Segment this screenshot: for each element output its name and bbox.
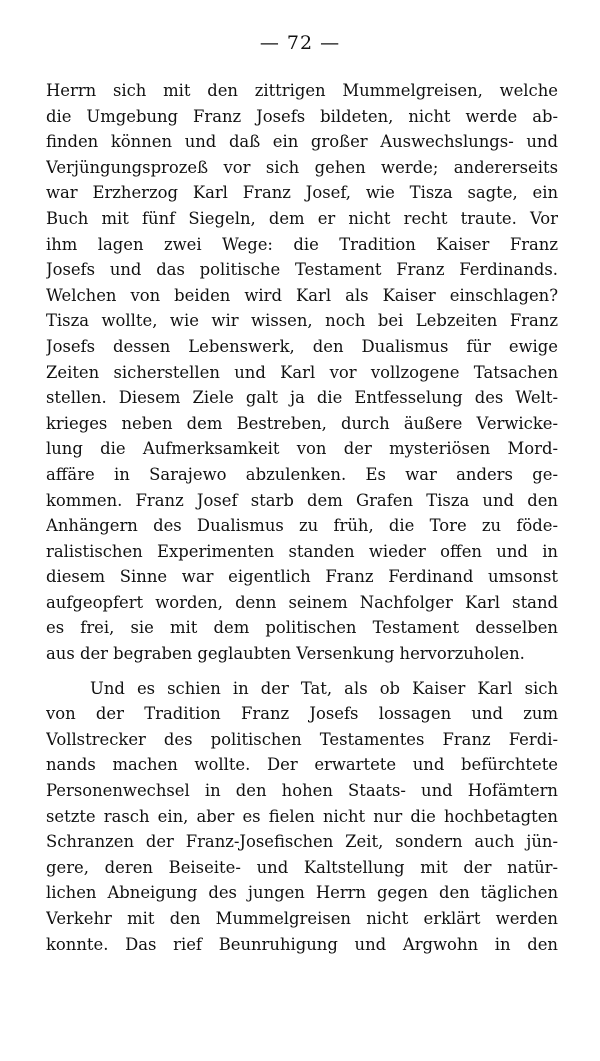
paragraph-1	[46, 78, 558, 667]
text-line: Verjüngungsprozeß vor sich gehen werde; andererseits	[46, 157, 558, 177]
text-line: von der Tradition Franz Josefs lossagen und zum	[46, 704, 558, 724]
text-line: war Erzherzog Karl Franz Josef, wie Tisza sagte, ein	[46, 183, 558, 203]
text-line: Herrn sich mit den zittrigen Mummelgreisen, welche	[46, 81, 558, 100]
text-line: Personenwechsel in den hohen Staats- und Hofämtern	[46, 781, 558, 801]
text-line: Vollstrecker des politischen Testamentes Franz Ferdi-	[46, 729, 558, 749]
text-line: stellen. Diesem Ziele galt ja die Entfesselung des Welt-	[46, 388, 558, 408]
text-line: aus der begraben geglaubten Versenkung hervorzuholen.	[46, 644, 525, 664]
text-line: aufgeopfert worden, denn seinem Nachfolger Karl stand	[46, 592, 558, 612]
page-number: — 72 —	[259, 32, 341, 54]
text-line: finden können und daß ein großer Auswechslungs- und	[46, 132, 558, 152]
paragraph-gap	[46, 667, 558, 676]
text-line: Anhängern des Dualismus zu früh, die Tore zu föde-	[46, 516, 558, 536]
text-line: setzte rasch ein, aber es fielen nicht nur die hochbetagten	[46, 806, 558, 826]
text-line: Welchen von beiden wird Karl als Kaiser einschlagen?	[46, 285, 558, 305]
text-line: Schranzen der Franz-Josefischen Zeit, sondern auch jün-	[46, 832, 558, 852]
text-line: ralistischen Experimenten standen wieder offen und in	[46, 541, 558, 561]
text-line: konnte. Das rief Beunruhigung und Argwohn in den	[46, 934, 558, 954]
text-line: Josefs und das politische Testament Franz Ferdinands.	[46, 260, 558, 280]
text-line: Und es schien in der Tat, als ob Kaiser Karl sich	[90, 678, 558, 698]
text-line: lichen Abneigung des jungen Herrn gegen den täglichen	[46, 883, 558, 903]
text-line: affäre in Sarajewo abzulenken. Es war anders ge-	[46, 464, 558, 484]
paragraph-2	[46, 676, 558, 958]
text-line: krieges neben dem Bestreben, durch äußere Verwicke-	[46, 413, 558, 433]
text-line: Tisza wollte, wie wir wissen, noch bei Lebzeiten Franz	[46, 311, 558, 331]
text-line: Buch mit fünf Siegeln, dem er nicht recht traute. Vor	[46, 208, 558, 228]
text-line: die Umgebung Franz Josefs bildeten, nicht werde ab-	[46, 106, 558, 126]
text-line: es frei, sie mit dem politischen Testament desselben	[46, 618, 558, 638]
text-line: lung die Aufmerksamkeit von der mysteriösen Mord-	[46, 439, 558, 459]
text-line: Josefs dessen Lebenswerk, den Dualismus für ewige	[46, 336, 558, 356]
body-text	[46, 78, 558, 957]
text-line: Verkehr mit den Mummelgreisen nicht erklärt werden	[46, 909, 558, 928]
text-line: gere, deren Beiseite- und Kaltstellung mit der natür-	[46, 857, 558, 877]
text-line: nands machen wollte. Der erwartete und befürchtete	[46, 755, 558, 775]
text-line: Zeiten sicherstellen und Karl vor vollzogene Tatsachen	[46, 362, 558, 382]
text-line: kommen. Franz Josef starb dem Grafen Tisza und den	[46, 490, 558, 510]
text-line: diesem Sinne war eigentlich Franz Ferdinand umsonst	[46, 567, 558, 587]
text-line: ihm lagen zwei Wege: die Tradition Kaiser Franz	[46, 234, 558, 254]
